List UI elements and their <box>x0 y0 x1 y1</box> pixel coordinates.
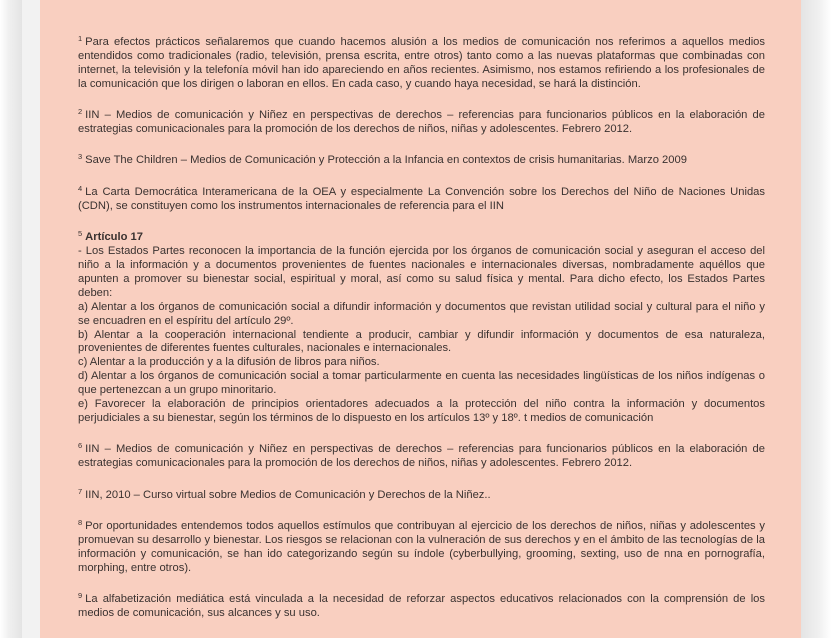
footnote-8 <box>78 520 765 576</box>
footnote-1 <box>78 36 765 92</box>
footnote-number: 3 <box>78 152 83 162</box>
footnote-text: Por oportunidades entendemos todos aquellos estímulos que contribuyan al ejercicio de los derechos de niños, niñas y adolescentes y promuevan su desarrollo y bienestar. Los riesgos se relacionan con la vulneración de sus derechos y en el ámbito de las tecnologías de la información y comunicación, se han ido categorizando según su índole (cyberbullying, grooming, sexting, uso de nna en pornografía, morphing, entre otros). <box>78 520 765 574</box>
footnote-text: IIN – Medios de comunicación y Niñez en perspectivas de derechos – referencias para funcionarios públicos en la elaboración de estrategias comunicacionales para la promoción de los derechos de niños, niñas y adolescentes. Febrero 2012. <box>78 109 765 136</box>
article-item-b: b) Alentar a la cooperación internacional tendiente a producir, cambiar y difundir información y documentos de esa naturaleza, provenientes de diferentes fuentes culturales, nacionales e internacionales. <box>78 328 765 355</box>
footnotes-list <box>78 36 765 639</box>
footnote-2 <box>78 109 765 137</box>
footnote-number: 5 <box>78 229 83 239</box>
article-item-d: d) Alentar a los órganos de comunicación social a tomar particularmente en cuenta las necesidades lingüísticas de los niños indígenas o que pertenezcan a un grupo minoritario. <box>78 370 765 397</box>
footnote-number: 8 <box>78 518 83 528</box>
footnote-text: La Carta Democrática Interamericana de la OEA y especialmente La Convención sobre los Derechos del Niño de Naciones Unidas (CDN), se constituyen como los instrumentos internacionales de referencia para el IIN <box>78 185 765 212</box>
article-intro: - Los Estados Partes reconocen la importancia de la función ejercida por los órganos de comunicación social y aseguran el acceso del niño a la información y a documentos provenientes de fuentes nacionales e internacionales diversas, nombradamente aquéllos que apunten a promover su bienestar social, espiritual y moral, así como su salud física y mental. Para dicho efecto, los Estados Partes deben: <box>78 245 765 299</box>
right-page-edge <box>801 0 831 638</box>
footnote-6 <box>78 443 765 471</box>
footnote-number: 4 <box>78 183 83 193</box>
footnote-number: 7 <box>78 486 83 496</box>
footnote-number: 2 <box>78 107 83 117</box>
footnote-number: 9 <box>78 591 83 601</box>
left-page-edge <box>0 0 22 638</box>
footnote-text: IIN – Medios de comunicación y Niñez en perspectivas de derechos – referencias para funcionarios públicos en la elaboración de estrategias comunicacionales para la promoción de los derechos de niños, niñas y adolescentes. Febrero 2012. <box>78 443 765 470</box>
footnote-7 <box>78 486 765 503</box>
article-item-c: c) Alentar a la producción y a la difusión de libros para niños. <box>78 356 380 369</box>
footnote-text: Save The Children – Medios de Comunicación y Protección a la Infancia en contextos de crisis humanitarias. Marzo 2009 <box>85 154 687 167</box>
footnote-3 <box>78 154 765 168</box>
footnote-number: 6 <box>78 441 83 451</box>
footnote-4 <box>78 183 765 214</box>
footnote-heading: Artículo 17 <box>85 231 143 244</box>
footnote-5 <box>78 231 765 426</box>
article-item-a: a) Alentar a los órganos de comunicación social a difundir información y documentos que revistan utilidad social y cultural para el niño y se encuadren en el espíritu del artículo 29º. <box>78 300 765 327</box>
footnote-number: 1 <box>78 34 83 43</box>
footnote-text: IIN, 2010 – Curso virtual sobre Medios de Comunicación y Derechos de la Niñez.. <box>85 488 491 501</box>
footnote-text: Para efectos prácticos señalaremos que cuando hacemos alusión a los medios de comunicación nos referimos a aquellos medios entendidos como tradicionales (radio, televisión, prensa escrita, entre otros) tanto como a las nuevas plataformas que combinadas con internet, la televisión y la telefonía móvil han ido apareciendo en años recientes. Asimismo, nos estamos refiriendo a los profesionales de la comunicación que los dirigen o laboran en ellos. En cada caso, y cuando haya necesidad, se hará la distinción. <box>78 36 765 90</box>
footnote-text: La alfabetización mediática está vinculada a la necesidad de reforzar aspectos educativos relacionados con la comprensión de los medios de comunicación, sus alcances y su uso. <box>78 593 765 620</box>
footnote-9 <box>78 593 765 621</box>
article-item-e: e) Favorecer la elaboración de principios orientadores adecuados a la protección del niño contra la información y documentos perjudiciales a su bienestar, según los términos de lo dispuesto en los artículos 13º y 18º. t medios de comunicación <box>78 398 765 424</box>
